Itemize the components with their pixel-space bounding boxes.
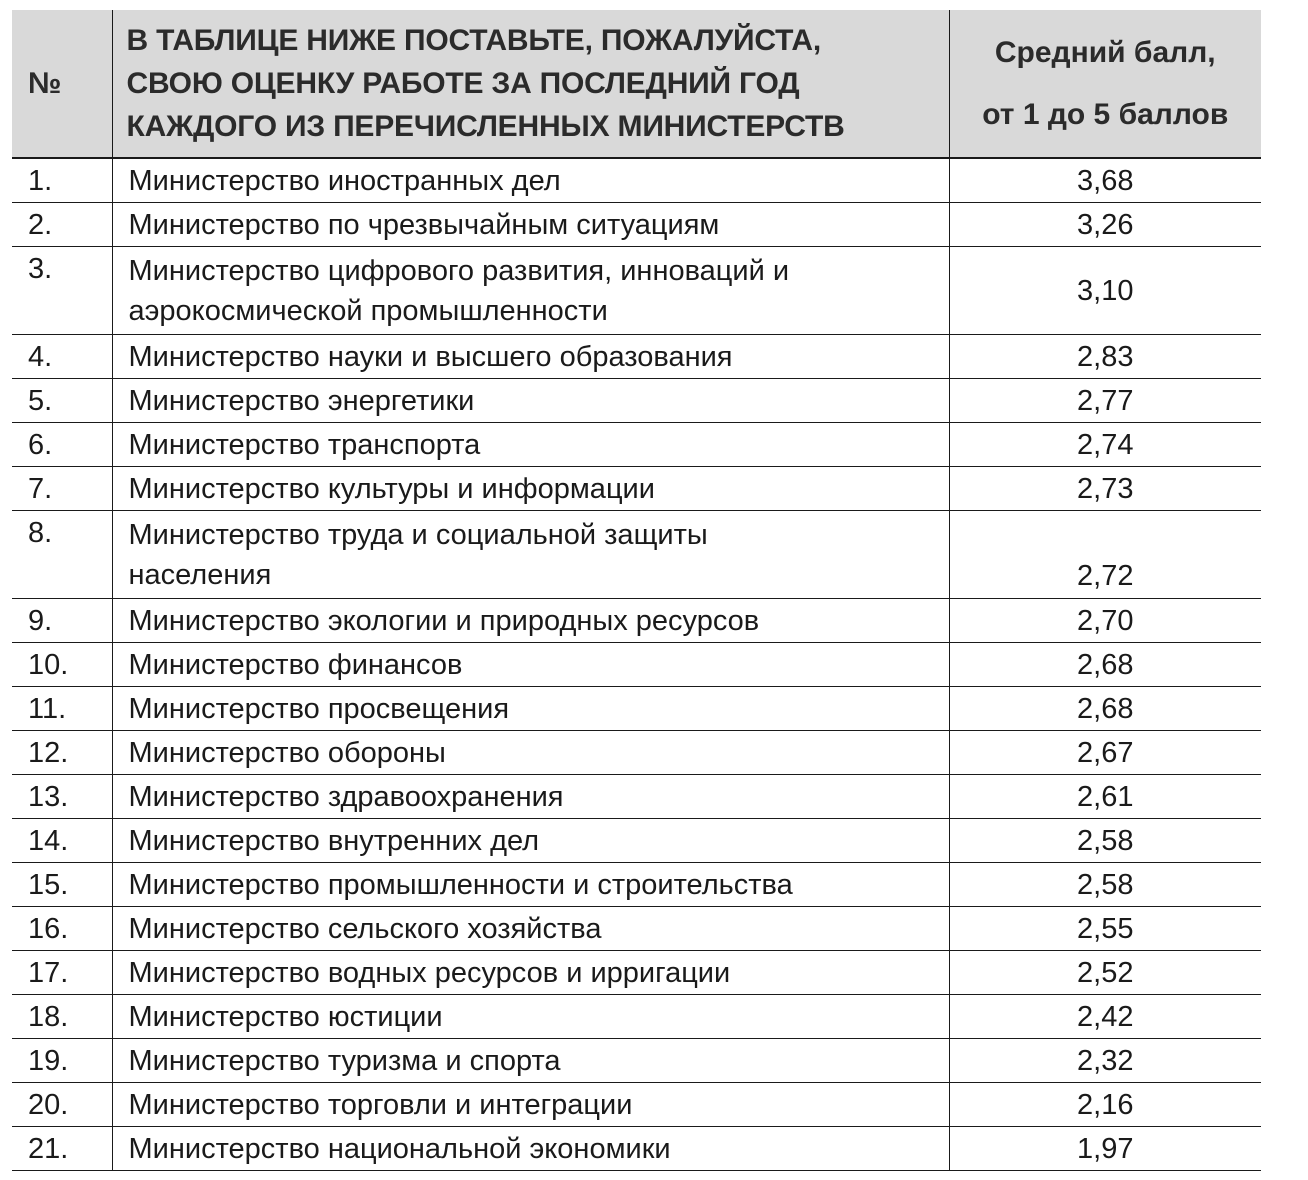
ministry-name-line: Министерство обороны [128,736,446,769]
average-score: 3,26 [949,203,1261,247]
table-row [12,511,1261,599]
ministry-name-line: аэрокосмической промышленности [128,294,608,327]
ministry-name [112,907,949,951]
ministry-name [112,511,949,599]
table-row [12,731,1261,775]
ministry-name-line: Министерство экологии и природных ресурсов [128,604,760,637]
ministry-name [112,995,949,1039]
ministry-name [112,731,949,775]
row-number: 4. [12,335,112,379]
row-number: 9. [12,599,112,643]
average-score: 2,83 [949,335,1261,379]
row-number: 20. [12,1083,112,1127]
ministry-name-line: Министерство иностранных дел [128,164,561,197]
ministry-name-line: Министерство внутренних дел [128,824,540,857]
ministry-name-line: Министерство туризма и спорта [128,1044,561,1077]
header-score-line: Средний балл, [994,35,1216,69]
average-score: 2,32 [949,1039,1261,1083]
row-number: 13. [12,775,112,819]
ministry-name-line: Министерство национальной экономики [128,1132,671,1165]
ministry-name-line: Министерство труда и социальной защиты [128,518,708,551]
table-row [12,1039,1261,1083]
table-body [12,158,1261,1171]
ministry-name-line: Министерство здравоохранения [128,780,564,813]
ministry-name-line: Министерство энергетики [128,384,475,417]
average-score: 2,70 [949,599,1261,643]
table-row [12,643,1261,687]
ministry-name-line: Министерство финансов [128,648,463,681]
table-row [12,687,1261,731]
header-score-line: от 1 до 5 баллов [982,97,1229,131]
header-question-line: В ТАБЛИЦЕ НИЖЕ ПОСТАВЬТЕ, ПОЖАЛУЙСТА, [126,24,821,57]
ministry-name [112,158,949,203]
table-header [12,10,1261,158]
table-row [12,599,1261,643]
ministries-rating-table [12,10,1261,1171]
ministry-name [112,819,949,863]
ministry-name-line: Министерство цифрового развития, инноваций и [128,254,790,287]
average-score: 2,74 [949,423,1261,467]
table-row [12,863,1261,907]
table-row [12,379,1261,423]
average-score: 2,42 [949,995,1261,1039]
ministry-name [112,951,949,995]
ministry-name [112,335,949,379]
ministry-name [112,467,949,511]
ministry-name [112,863,949,907]
ministry-name [112,379,949,423]
table-row [12,203,1261,247]
table-row [12,335,1261,379]
header-average-score [949,10,1261,158]
row-number: 21. [12,1127,112,1171]
row-number: 11. [12,687,112,731]
row-number: 12. [12,731,112,775]
table-row [12,1127,1261,1171]
row-number: 19. [12,1039,112,1083]
average-score: 2,67 [949,731,1261,775]
header-row [12,10,1261,158]
row-number: 6. [12,423,112,467]
row-number: 3. [12,247,112,335]
table-row [12,423,1261,467]
average-score: 1,97 [949,1127,1261,1171]
row-number: 17. [12,951,112,995]
row-number: 10. [12,643,112,687]
ministry-name [112,1127,949,1171]
ministry-name-line: Министерство культуры и информации [128,472,655,505]
average-score: 3,68 [949,158,1261,203]
table-row [12,158,1261,203]
ministry-name-line: Министерство науки и высшего образования [128,340,733,373]
ministry-name [112,643,949,687]
average-score: 2,52 [949,951,1261,995]
row-number: 15. [12,863,112,907]
table-row [12,247,1261,335]
header-question-line: КАЖДОГО ИЗ ПЕРЕЧИСЛЕННЫХ МИНИСТЕРСТВ [126,110,845,143]
average-score: 2,55 [949,907,1261,951]
ministry-name-line: Министерство торговли и интеграции [128,1088,633,1121]
ministry-name-line: Министерство водных ресурсов и ирригации [128,956,731,989]
table-row [12,995,1261,1039]
ministry-name [112,1039,949,1083]
ministry-name-line: Министерство просвещения [128,692,510,725]
header-question-line: СВОЮ ОЦЕНКУ РАБОТЕ ЗА ПОСЛЕДНИЙ ГОД [126,67,800,100]
row-number: 1. [12,158,112,203]
ministry-name [112,203,949,247]
ministry-name-line: Министерство промышленности и строительства [128,868,793,901]
row-number: 18. [12,995,112,1039]
ministry-name-line: Министерство по чрезвычайным ситуациям [128,208,720,241]
row-number: 8. [12,511,112,599]
ministry-name [112,687,949,731]
table-row [12,951,1261,995]
average-score: 2,16 [949,1083,1261,1127]
average-score: 2,68 [949,643,1261,687]
ministry-name-line: Министерство транспорта [128,428,481,461]
header-question [112,10,949,158]
average-score: 2,68 [949,687,1261,731]
row-number: 14. [12,819,112,863]
average-score: 2,72 [949,511,1261,599]
table-row [12,819,1261,863]
ministry-name [112,247,949,335]
average-score: 2,58 [949,819,1261,863]
table-row [12,1083,1261,1127]
row-number: 16. [12,907,112,951]
ministry-name [112,1083,949,1127]
ministry-name-line: населения [128,558,272,591]
header-number: № [12,10,112,158]
table-row [12,467,1261,511]
row-number: 7. [12,467,112,511]
average-score: 2,77 [949,379,1261,423]
average-score: 2,73 [949,467,1261,511]
average-score: 3,10 [949,247,1261,335]
ministry-name [112,599,949,643]
ministry-name-line: Министерство сельского хозяйства [128,912,602,945]
ministry-name-line: Министерство юстиции [128,1000,443,1033]
ministry-name [112,423,949,467]
row-number: 2. [12,203,112,247]
ministry-name [112,775,949,819]
average-score: 2,61 [949,775,1261,819]
row-number: 5. [12,379,112,423]
table-row [12,775,1261,819]
table-row [12,907,1261,951]
average-score: 2,58 [949,863,1261,907]
